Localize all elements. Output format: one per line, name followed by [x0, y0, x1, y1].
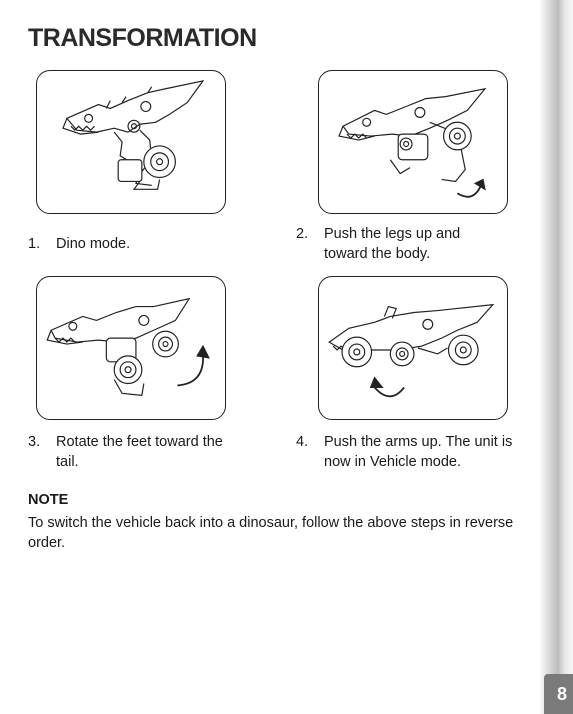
illustration-push-legs	[318, 70, 508, 214]
note-text: To switch the vehicle back into a dinosaur, follow the above steps in reverse order.	[28, 515, 514, 551]
page-number: 8	[556, 684, 567, 704]
page-title: TRANSFORMATION	[28, 24, 257, 52]
step-number: 2.	[296, 226, 309, 242]
note-heading: NOTE	[28, 492, 69, 508]
illustration-vehicle-mode	[318, 276, 508, 420]
step-text: Push the arms up. The unit is now in Vehicle mode.	[324, 434, 513, 470]
step-number: 3.	[28, 434, 41, 450]
step-text: Push the legs up and toward the body.	[324, 226, 461, 262]
step-text: Rotate the feet toward the tail.	[56, 434, 223, 470]
page-edge-decoration	[540, 0, 573, 714]
step-number: 4.	[296, 434, 309, 450]
illustration-dino-mode	[36, 70, 226, 214]
step-text: Dino mode.	[56, 236, 131, 252]
step-number: 1.	[28, 236, 41, 252]
illustration-rotate-feet	[36, 276, 226, 420]
